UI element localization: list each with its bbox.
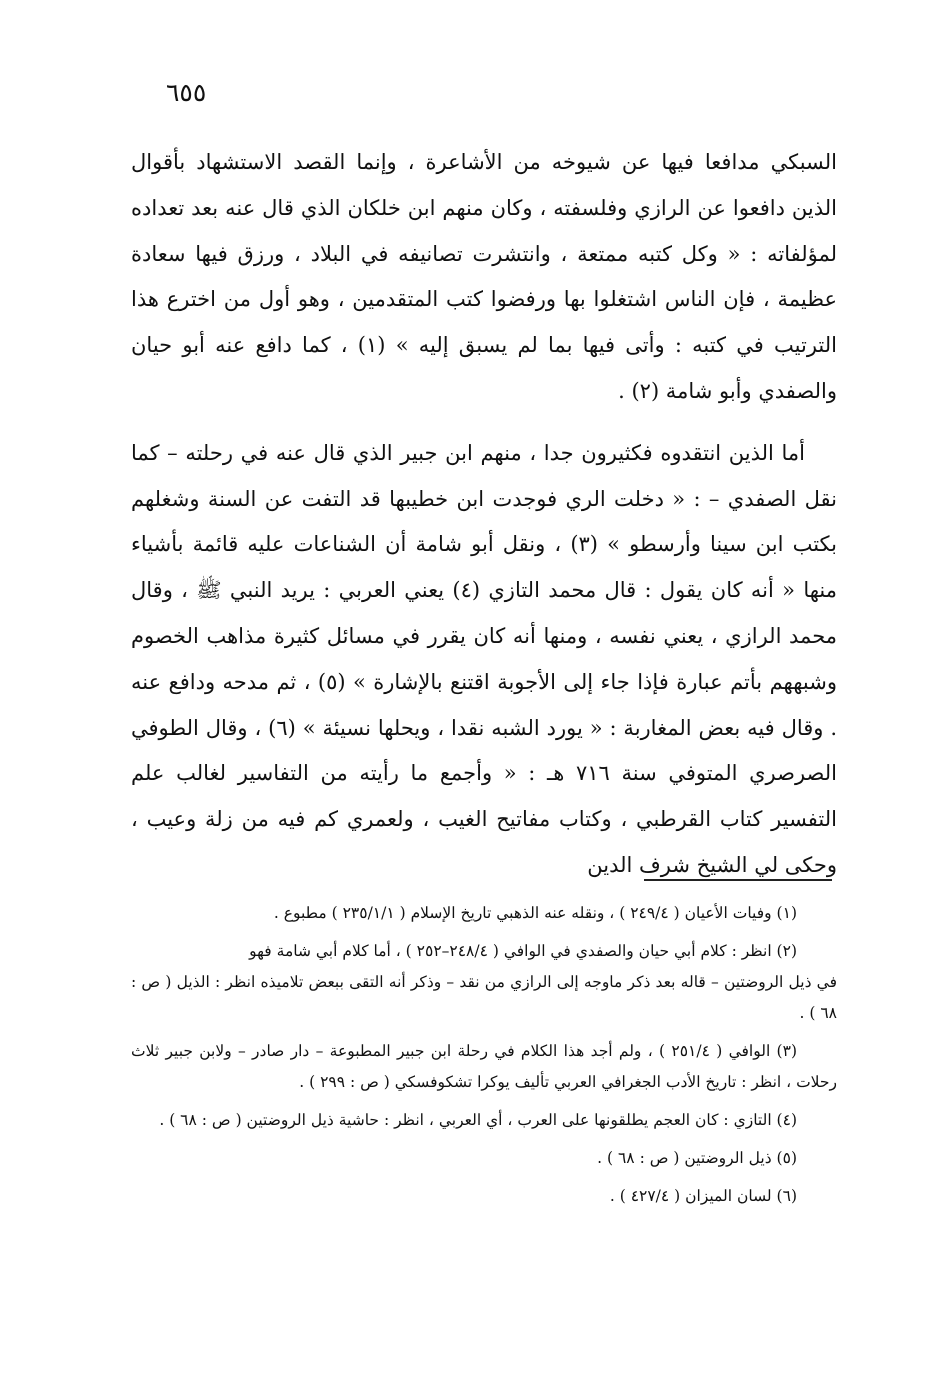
footnotes xyxy=(131,898,837,1219)
paragraph: أما الذين انتقدوه فكثيرون جدا ، منهم ابن جبير الذي قال عنه في رحلته – كما نقل الصفدي – : « دخلت الري فوجدت ابن خطيبها قد التفت عن السنة وشغلهم بكتب ابن سينا وأرسطو » (٣) ، ونقل أبو شامة أن الشناعات عليه قائمة بأشياء منها « أنه كان يقول : قال محمد التازي (٤) يعني العربي : يريد النبي ﷺ ، وقال محمد الرازي ، يعني نفسه ، ومنها أنه كان يقرر في مسائل كثيرة مذاهب الخصوم وشبههم بأتم عبارة فإذا جاء إلى الأجوبة اقتنع بالإشارة » (٥) ، ثم مدحه ودافع عنه . وقال فيه بعض المغاربة : « يورد الشبه نقدا ، ويحلها نسيئة » (٦) ، وقال الطوفي الصرصري المتوفي سنة ٧١٦ هـ : « وأجمع ما رأيته من التفاسير لغالب علم التفسير كتاب القرطبي ، وكتاب مفاتيح الغيب ، ولعمري كم فيه من زلة وعيب ، وحكى لي الشيخ شرف الدين xyxy=(131,440,837,877)
footnote: (٤) التازي : كان العجم يطلقونها على العرب ، أي العربي ، انظر : حاشية ذيل الروضتين ( ص : ٦٨ ) . xyxy=(159,1111,797,1129)
main-text xyxy=(131,140,837,889)
footnote-continuation: في ذيل الروضتين – قاله بعد ذكر ماوجه إلى الرازي من نقد – وذكر أنه التقى ببعض تلاميذه انظر : الذيل ( ص : ٦٨ ) . xyxy=(131,973,837,1022)
paragraph: السبكي مدافعا فيها عن شيوخه من الأشاعرة ، وإنما القصد الاستشهاد بأقوال الذين دافعوا عن الرازي وفلسفته ، وكان منهم ابن خلكان الذي قال عنه بعد تعداده لمؤلفاته : « وكل كتبه ممتعة ، وانتشرت تصانيفه في البلاد ، ورزق فيها سعادة عظيمة ، فإن الناس اشتغلوا بها ورفضوا كتب المتقدمين ، وهو أول من اخترع هذا الترتيب في كتبه : وأتى فيها بما لم يسبق إليه » (١) ، كما دافع عنه أبو حيان والصفدي وأبو شامة (٢) . xyxy=(131,150,837,403)
footnote: (٥) ذيل الروضتين ( ص : ٦٨ ) . xyxy=(597,1149,797,1167)
footnote: (٢) انظر : كلام أبي حيان والصفدي في الوافي ( ٢٤٨/٤–٢٥٢ ) ، أما كلام أبي شامة فهو xyxy=(249,942,797,960)
footnote: (١) وفيات الأعيان ( ٢٤٩/٤ ) ، ونقله عنه الذهبي تاريخ الإسلام ( ٢٣٥/١/١ ) مطبوع . xyxy=(273,904,797,922)
page-number: ٦٥٥ xyxy=(166,78,207,107)
footnote-divider xyxy=(644,879,832,881)
footnote: (٣) الوافي ( ٢٥١/٤ ) ، ولم أجد هذا الكلام في رحلة ابن جبير المطبوعة – دار صادر – ولابن جبير ثلاث رحلات ، انظر : تاريخ الأدب الجغرافي العربي تأليف يوكرا تشكوفسكي ( ص : ٢٩٩ ) . xyxy=(131,1042,837,1091)
footnote: (٦) لسان الميزان ( ٤٢٧/٤ ) . xyxy=(609,1187,797,1205)
